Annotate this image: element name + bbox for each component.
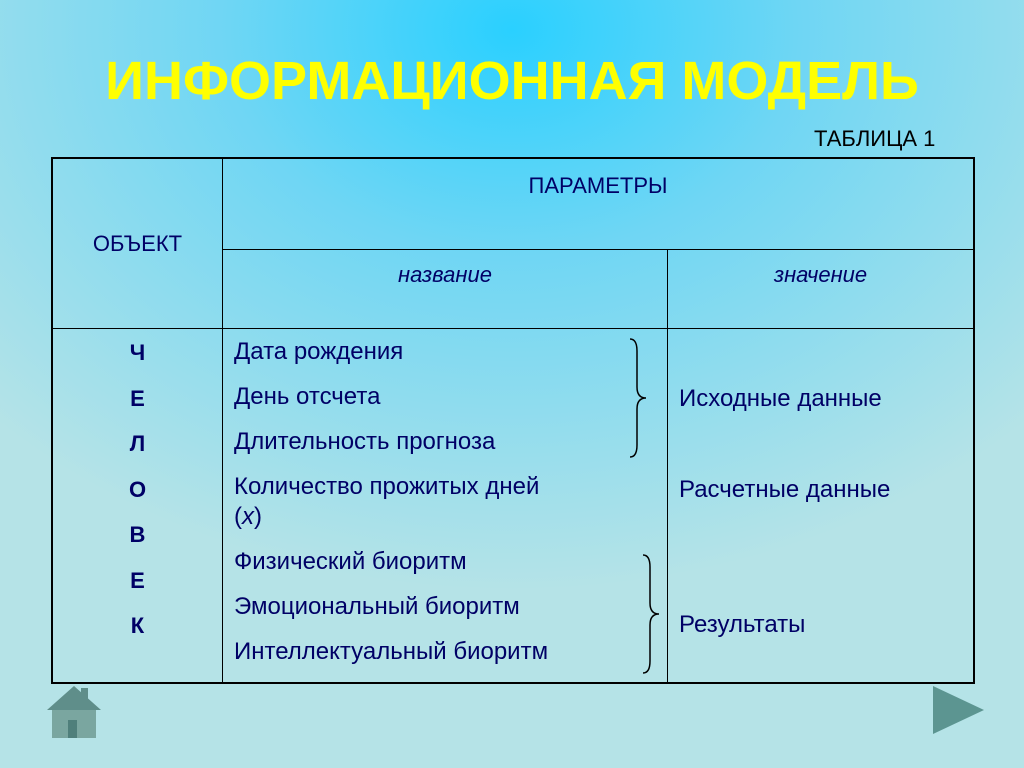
param-name: Количество прожитых дней: [234, 473, 540, 500]
var-open-paren: (: [234, 503, 242, 530]
brace-results-icon: [641, 553, 663, 675]
param-name: Дата рождения: [234, 338, 404, 365]
info-model-table: [51, 157, 975, 684]
slide-title: ИНФОРМАЦИОННАЯ МОДЕЛЬ: [105, 51, 919, 111]
object-letter: Ч: [129, 340, 146, 365]
param-name: Длительность прогноза: [234, 428, 496, 455]
name-header: название: [223, 250, 668, 329]
parameter-names-cell: [223, 329, 668, 684]
object-letter: Л: [129, 431, 146, 456]
var-x: x: [242, 503, 254, 530]
brace-source-icon: [628, 337, 650, 459]
var-close-paren: ): [254, 503, 262, 530]
object-letters-cell: [52, 329, 223, 684]
table-label: ТАБЛИЦА 1: [814, 126, 936, 151]
value-source: Исходные данные: [679, 385, 882, 412]
home-icon[interactable]: [46, 684, 102, 740]
param-name-days: [234, 472, 667, 532]
next-arrow-icon[interactable]: [930, 684, 986, 740]
values-cell: [668, 329, 975, 684]
object-letter: К: [130, 613, 145, 638]
object-letter: В: [129, 522, 146, 547]
param-name: Физический биоритм: [234, 548, 467, 575]
object-letter: Е: [130, 567, 145, 593]
value-results: Результаты: [679, 611, 806, 638]
object-letter: О: [128, 476, 147, 502]
parameters-header: ПАРАМЕТРЫ: [223, 158, 975, 250]
object-letter: Е: [130, 385, 145, 411]
value-calculated: Расчетные данные: [679, 476, 891, 503]
object-header: ОБЪЕКТ: [52, 158, 223, 329]
value-header: значение: [668, 250, 975, 329]
param-name: День отсчета: [234, 383, 381, 410]
param-name: Эмоциональный биоритм: [234, 593, 520, 620]
param-name: Интеллектуальный биоритм: [234, 638, 549, 665]
